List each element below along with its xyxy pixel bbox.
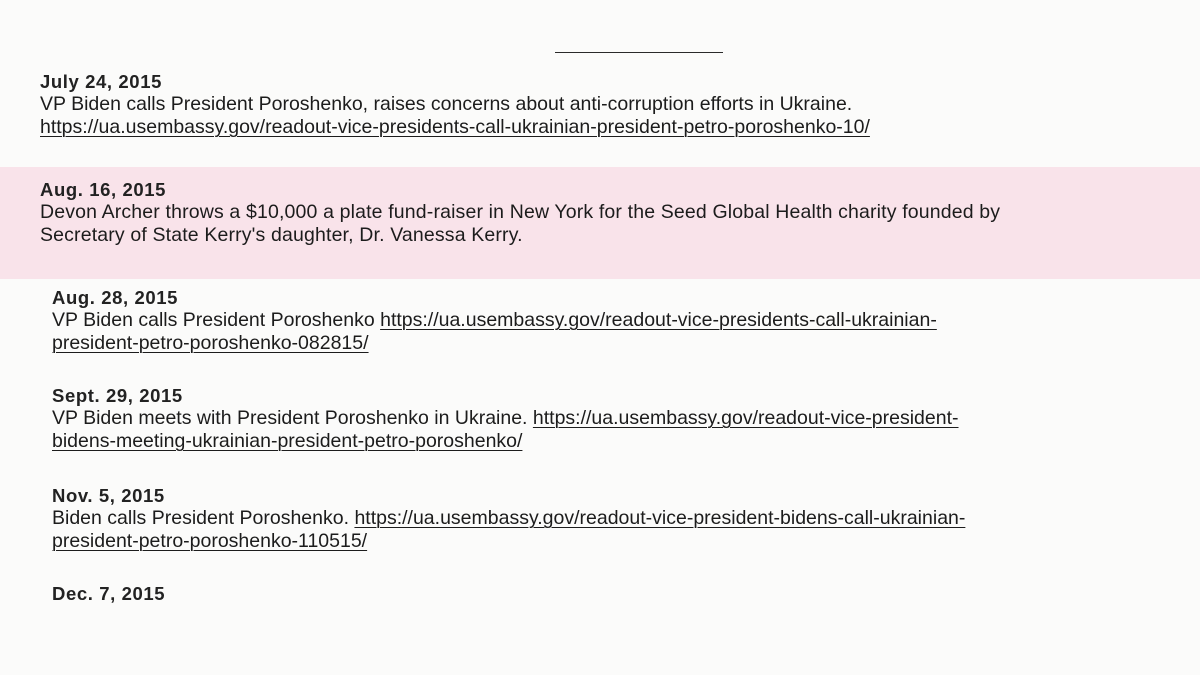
entry-text: VP Biden calls President Poroshenko, raises concerns about anti-corruption efforts in Ukraine.: [40, 93, 853, 115]
entry-link-continued[interactable]: president-petro-poroshenko-082815/: [52, 332, 369, 354]
timeline-entry-highlighted: [40, 178, 1000, 247]
top-divider: [555, 52, 723, 53]
timeline-entry: [52, 484, 965, 553]
entry-date: Aug. 16, 2015: [40, 179, 167, 200]
entry-link[interactable]: https://ua.usembassy.gov/readout-vice-presidents-call-ukrainian-president-petro-poroshenko-10/: [40, 116, 870, 138]
timeline-entry: [40, 70, 870, 139]
entry-link[interactable]: https://ua.usembassy.gov/readout-vice-president-bidens-call-ukrainian-: [354, 507, 966, 529]
timeline-entry: [52, 582, 165, 605]
entry-text: VP Biden calls President Poroshenko: [52, 309, 375, 331]
entry-text: Biden calls President Poroshenko.: [52, 507, 350, 529]
entry-date: July 24, 2015: [40, 71, 162, 92]
entry-link-continued[interactable]: president-petro-poroshenko-110515/: [52, 530, 368, 552]
entry-text: Devon Archer throws a $10,000 a plate fund-raiser in New York for the Seed Global Health charity founded by: [40, 201, 1001, 223]
entry-text: Secretary of State Kerry's daughter, Dr. Vanessa Kerry.: [40, 224, 523, 246]
entry-link[interactable]: https://ua.usembassy.gov/readout-vice-president-: [532, 407, 959, 429]
entry-link[interactable]: https://ua.usembassy.gov/readout-vice-presidents-call-ukrainian-: [380, 309, 937, 331]
entry-date: Aug. 28, 2015: [52, 287, 179, 308]
entry-date: Nov. 5, 2015: [52, 485, 165, 506]
timeline-entry: [52, 384, 959, 453]
timeline-entry: [52, 286, 937, 355]
entry-date: Sept. 29, 2015: [52, 385, 183, 406]
entry-text: VP Biden meets with President Poroshenko in Ukraine.: [52, 407, 528, 429]
entry-date: Dec. 7, 2015: [52, 583, 166, 604]
entry-link-continued[interactable]: bidens-meeting-ukrainian-president-petro-poroshenko/: [52, 430, 523, 452]
